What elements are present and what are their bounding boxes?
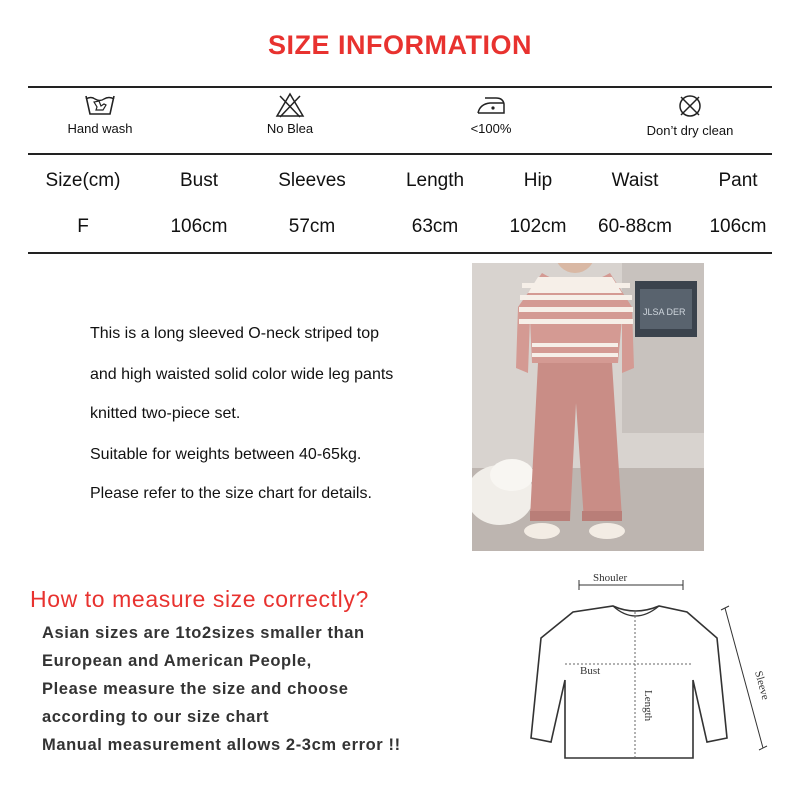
measurement-diagram: [525, 568, 785, 788]
label-bust: Bust: [580, 665, 601, 677]
divider-bottom: [28, 252, 772, 254]
measure-note: Manual measurement allows 2-3cm error !!: [42, 736, 401, 754]
care-label-hand-wash: Hand wash: [67, 121, 133, 136]
cell-hip: 102cm: [509, 216, 567, 237]
header-length: Length: [405, 170, 465, 191]
photo-sign-text: JLSA DER: [643, 307, 686, 317]
label-length: Length: [642, 690, 654, 722]
care-label-iron: <100%: [470, 121, 512, 136]
hand-wash-icon: [83, 92, 117, 118]
label-sleeve: Sleeve: [752, 669, 772, 702]
sweater-outline: [531, 606, 727, 758]
page-title: SIZE INFORMATION: [268, 30, 532, 60]
header-size: Size(cm): [45, 170, 121, 191]
description-line: Please refer to the size chart for details.: [90, 485, 372, 502]
measure-note: European and American People,: [42, 652, 312, 670]
care-item-hand-wash: [20, 92, 180, 136]
description-line: and high waisted solid color wide leg pants: [90, 366, 394, 383]
care-label-no-dry-clean: Don’t dry clean: [646, 123, 734, 138]
cell-sleeves: 57cm: [288, 216, 336, 237]
cell-bust: 106cm: [170, 216, 228, 237]
header-waist: Waist: [611, 170, 659, 191]
cell-waist: 60-88cm: [598, 216, 672, 237]
care-item-no-bleach: [210, 92, 370, 136]
measure-note: according to our size chart: [42, 708, 270, 726]
measure-note: Asian sizes are 1to2sizes smaller than: [42, 624, 365, 642]
header-hip: Hip: [523, 170, 553, 191]
cell-size: F: [77, 216, 89, 237]
label-shoulder: Shouler: [593, 572, 628, 584]
size-table-header: [28, 170, 772, 200]
header-sleeves: Sleeves: [278, 170, 346, 191]
care-instructions: [28, 92, 772, 150]
cell-pant: 106cm: [709, 216, 767, 237]
no-dry-clean-icon: [675, 92, 705, 120]
iron-icon: [474, 92, 508, 118]
measure-heading: How to measure size correctly?: [30, 586, 369, 612]
model-illustration: [472, 263, 704, 551]
description-line: This is a long sleeved O-neck striped top: [90, 325, 380, 342]
header-pant: Pant: [718, 170, 758, 191]
product-photo: [472, 263, 704, 551]
header-bust: Bust: [179, 170, 219, 191]
description-line: knitted two-piece set.: [90, 405, 241, 422]
measure-note: Please measure the size and choose: [42, 680, 349, 698]
description-line: Suitable for weights between 40-65kg.: [90, 446, 362, 463]
table-row: [28, 216, 772, 246]
no-bleach-icon: [275, 92, 305, 118]
divider-mid: [28, 153, 772, 155]
care-item-no-dry-clean: [610, 92, 770, 138]
divider-top: [28, 86, 772, 88]
care-label-no-bleach: No Blea: [266, 121, 314, 136]
care-item-iron: [411, 92, 571, 136]
cell-length: 63cm: [411, 216, 459, 237]
